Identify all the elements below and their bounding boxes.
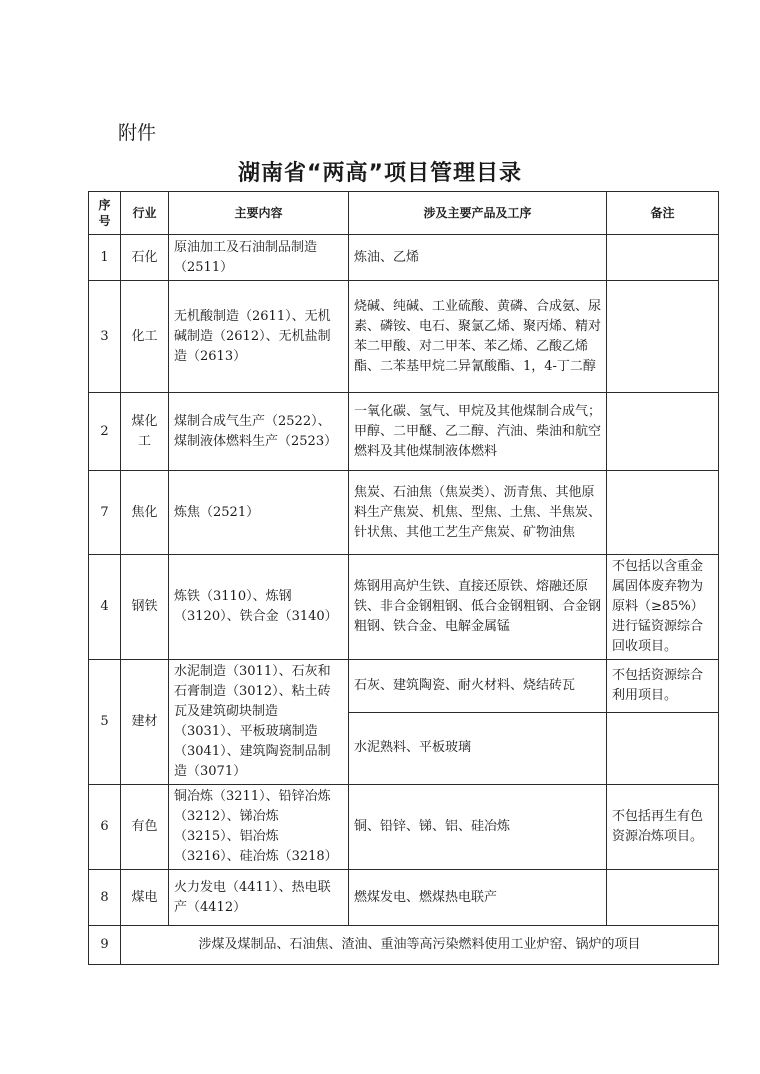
table-row [89,393,719,471]
page-title: 湖南省“两高”项目管理目录 [238,161,522,186]
row-industry: 钢铁 [121,555,169,660]
row-main: 无机酸制造（2611）、无机碱制造（2612）、无机盐制造（2613） [169,281,349,393]
header-industry: 行业 [121,192,169,235]
header-no: 序号 [89,192,121,235]
row-industry: 化工 [121,281,169,393]
row-no: 9 [89,926,121,965]
row-note [607,393,719,471]
table-row [89,471,719,555]
row-note: 不包括资源综合利用项目。 [607,660,719,713]
row-note [607,235,719,281]
row-note [607,471,719,555]
row-industry: 有色 [121,785,169,870]
row-note [607,281,719,393]
row-main: 炼焦（2521） [169,471,349,555]
row-note: 不包括以含重金属固体废弃物为原料（≥85%）进行锰资源综合回收项目。 [607,555,719,660]
row-industry: 焦化 [121,471,169,555]
table-row [89,660,719,713]
row-no: 7 [89,471,121,555]
row-industry: 煤电 [121,870,169,926]
row-no: 2 [89,393,121,471]
row-products: 一氧化碳、氢气、甲烷及其他煤制合成气；甲醇、二甲醚、乙二醇、汽油、柴油和航空燃料及其他煤制液体燃料 [349,393,607,471]
row-industry: 煤化工 [121,393,169,471]
row-no: 5 [89,660,121,785]
table-row [89,235,719,281]
row-products: 烧碱、纯碱、工业硫酸、黄磷、合成氨、尿素、磷铵、电石、聚氯乙烯、聚丙烯、精对苯二甲酸、对二甲苯、苯乙烯、乙酸乙烯酯、二苯基甲烷二异氰酸酯、1，4-丁二醇 [349,281,607,393]
row-industry: 石化 [121,235,169,281]
table-row [89,785,719,870]
row-no: 1 [89,235,121,281]
row-note [607,712,719,784]
row-main: 火力发电（4411）、热电联产（4412） [169,870,349,926]
row-main: 铜冶炼（3211）、铅锌冶炼（3212）、锑冶炼（3215）、铝冶炼（3216）、硅冶炼（3218） [169,785,349,870]
row-main: 煤制合成气生产（2522）、煤制液体燃料生产（2523） [169,393,349,471]
row-products: 石灰、建筑陶瓷、耐火材料、烧结砖瓦 [349,660,607,713]
row-no: 3 [89,281,121,393]
table-row [89,926,719,965]
row-no: 8 [89,870,121,926]
table-row [89,555,719,660]
row-note [607,870,719,926]
row-main: 原油加工及石油制品制造（2511） [169,235,349,281]
row-no: 6 [89,785,121,870]
row-note: 不包括再生有色资源冶炼项目。 [607,785,719,870]
row-main: 水泥制造（3011）、石灰和石膏制造（3012）、粘土砖瓦及建筑砌块制造（3031）、平板玻璃制造（3041）、建筑陶瓷制品制造（3071） [169,660,349,785]
header-note: 备注 [607,192,719,235]
header-main: 主要内容 [169,192,349,235]
row-products: 水泥熟料、平板玻璃 [349,712,607,784]
row-products: 燃煤发电、燃煤热电联产 [349,870,607,926]
table-row [89,870,719,926]
attachment-label: 附件 [118,122,157,144]
row-main: 炼铁（3110）、炼钢（3120）、铁合金（3140） [169,555,349,660]
row-products: 炼油、乙烯 [349,235,607,281]
row-no: 4 [89,555,121,660]
row-products: 焦炭、石油焦（焦炭类）、沥青焦、其他原料生产焦炭、机焦、型焦、土焦、半焦炭、针状焦、其他工艺生产焦炭、矿物油焦 [349,471,607,555]
row-full-text: 涉煤及煤制品、石油焦、渣油、重油等高污染燃料使用工业炉窑、锅炉的项目 [121,926,719,965]
row-products: 铜、铅锌、锑、铝、硅冶炼 [349,785,607,870]
table-row [89,281,719,393]
row-products: 炼钢用高炉生铁、直接还原铁、熔融还原铁、非合金钢粗钢、低合金钢粗钢、合金钢粗钢、铁合金、电解金属锰 [349,555,607,660]
table-header-row [89,192,719,235]
catalog-table [88,191,719,965]
row-industry: 建材 [121,660,169,785]
header-products: 涉及主要产品及工序 [349,192,607,235]
